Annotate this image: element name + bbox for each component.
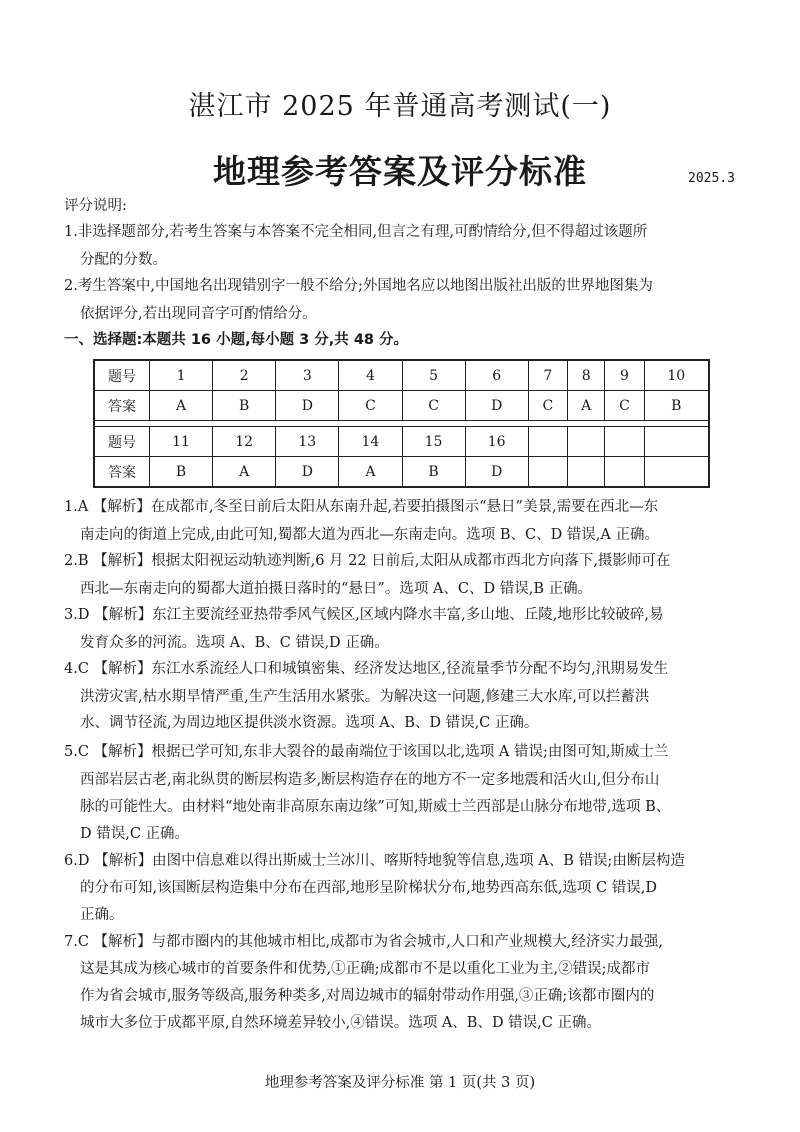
explanation-7-line-2: 这是其成为核心城市的首要条件和优势,①正确;成都市不是以重化工业为主,②错误;成都市 xyxy=(80,961,650,977)
table-cell: A xyxy=(568,391,605,421)
explanation-6-line-1: 6.D 【解析】由图中信息难以得出斯威士兰冰川、喀斯特地貌等信息,选项 A、B 错误;由断层构造 xyxy=(64,853,685,869)
explanation-1-line-1: 1.A 【解析】在成都市,冬至日前后太阳从东南升起,若要拍摄图示“悬日”美景,需要在西北—东 xyxy=(64,499,659,515)
scoring-rule-2-line-2: 依据评分,若出现同音字可酌情给分。 xyxy=(80,306,317,322)
explanation-5-line-3: 脉的可能性大。由材料“地处南非高原东南边缘”可知,斯威士兰西部是山脉分布地带,选项 B、 xyxy=(80,799,671,815)
table-cell: 11 xyxy=(150,427,213,457)
table-cell: B xyxy=(150,457,213,488)
table-row-answers-2 xyxy=(94,457,709,488)
scoring-rule-2-line-1: 2.考生答案中,中国地名出现错别字一般不给分;外国地名应以地图出版社出版的世界地图集为 xyxy=(64,278,653,294)
table-cell xyxy=(644,457,709,488)
table-cell: 14 xyxy=(339,427,402,457)
page-footer: 地理参考答案及评分标准 第 1 页(共 3 页) xyxy=(264,1075,536,1091)
table-cell: 12 xyxy=(213,427,276,457)
table-cell: C xyxy=(339,391,402,421)
explanation-3-line-2: 发育众多的河流。选项 A、B、C 错误,D 正确。 xyxy=(80,635,389,651)
table-cell: 13 xyxy=(276,427,339,457)
table-cell: 8 xyxy=(568,360,605,391)
scoring-rule-1-line-1: 1.非选择题部分,若考生答案与本答案不完全相同,但言之有理,可酌情给分,但不得超过该题所 xyxy=(64,224,648,240)
table-cell: 6 xyxy=(465,360,528,391)
table-cell xyxy=(644,427,709,457)
table-cell: 15 xyxy=(402,427,465,457)
explanation-7-line-4: 城市大多位于成都平原,自然环境差异较小,④错误。选项 A、B、D 错误,C 正确。 xyxy=(80,1015,601,1031)
table-cell xyxy=(528,427,567,457)
explanation-7-line-1: 7.C 【解析】与都市圈内的其他城市相比,成都市为省会城市,人口和产业规模大,经济实力最强, xyxy=(64,934,663,950)
table-cell: 9 xyxy=(605,360,644,391)
explanation-7-line-3: 作为省会城市,服务等级高,服务种类多,对周边城市的辐射带动作用强,③正确;该都市圈内的 xyxy=(80,988,655,1004)
scoring-rule-1-line-2: 分配的分数。 xyxy=(80,252,167,268)
explanation-5-line-4: D 错误,C 正确。 xyxy=(80,826,190,842)
table-cell: 5 xyxy=(402,360,465,391)
table-cell: A xyxy=(213,457,276,488)
table-row-numbers-2 xyxy=(94,427,709,457)
exam-title: 湛江市 2025 年普通高考测试(一) xyxy=(188,91,612,122)
table-cell: D xyxy=(465,457,528,488)
table-cell xyxy=(605,457,644,488)
explanation-4-line-1: 4.C 【解析】东江水系流经人口和城镇密集、经济发达地区,径流量季节分配不均匀,汛期易发生 xyxy=(64,661,669,677)
table-cell xyxy=(605,427,644,457)
table-cell xyxy=(568,427,605,457)
table-header-question: 题号 xyxy=(94,427,150,457)
table-cell: B xyxy=(213,391,276,421)
table-cell: 10 xyxy=(644,360,709,391)
explanation-2-line-1: 2.B 【解析】根据太阳视运动轨迹判断,6 月 22 日前后,太阳从成都市西北方向落下,摄影师可在 xyxy=(64,553,671,569)
table-cell: 4 xyxy=(339,360,402,391)
table-cell: 16 xyxy=(465,427,528,457)
table-cell: D xyxy=(465,391,528,421)
table-cell xyxy=(568,457,605,488)
table-header-question: 题号 xyxy=(94,360,150,391)
explanation-4-line-3: 水、调节径流,为周边地区提供淡水资源。选项 A、B、D 错误,C 正确。 xyxy=(80,715,539,731)
table-cell: B xyxy=(402,457,465,488)
table-cell: C xyxy=(402,391,465,421)
table-cell: A xyxy=(339,457,402,488)
section-1-heading: 一、选择题:本题共 16 小题,每小题 3 分,共 48 分。 xyxy=(64,332,409,348)
table-cell: A xyxy=(150,391,213,421)
table-cell: C xyxy=(605,391,644,421)
table-cell xyxy=(528,457,567,488)
explanation-6-line-2: 的分布可知,该国断层构造集中分布在西部,地形呈阶梯状分布,地势西高东低,选项 C 错误,D xyxy=(80,880,657,896)
explanation-5-line-1: 5.C 【解析】根据已学可知,东非大裂谷的最南端位于该国以北,选项 A 错误;由图可知,斯威士兰 xyxy=(64,744,669,760)
table-cell: C xyxy=(528,391,567,421)
table-cell: B xyxy=(644,391,709,421)
explanation-6-line-3: 正确。 xyxy=(80,907,124,923)
explanation-4-line-2: 洪涝灾害,枯水期旱情严重,生产生活用水紧张。为解决这一问题,修建三大水库,可以拦蓄洪 xyxy=(80,689,650,705)
table-cell: 7 xyxy=(528,360,567,391)
table-cell: 1 xyxy=(150,360,213,391)
table-cell: 2 xyxy=(213,360,276,391)
document-title: 地理参考答案及评分标准 xyxy=(213,152,587,191)
table-row-answers-1 xyxy=(94,391,709,421)
table-header-answer: 答案 xyxy=(94,391,150,421)
document-date: 2025.3 xyxy=(688,171,735,186)
explanation-1-line-2: 南走向的街道上完成,由此可知,蜀都大道为西北—东南走向。选项 B、C、D 错误,A 正确。 xyxy=(80,527,659,543)
table-row-numbers-1 xyxy=(94,360,709,391)
answer-table xyxy=(93,359,710,488)
explanation-3-line-1: 3.D 【解析】东江主要流经亚热带季风气候区,区域内降水丰富,多山地、丘陵,地形比较破碎,易 xyxy=(64,607,664,623)
table-cell: D xyxy=(276,457,339,488)
table-cell: 3 xyxy=(276,360,339,391)
scoring-heading: 评分说明: xyxy=(64,198,127,214)
explanation-5-line-2: 西部岩层古老,南北纵贯的断层构造多,断层构造存在的地方不一定多地震和活火山,但分布山 xyxy=(80,772,660,788)
explanation-2-line-2: 西北—东南走向的蜀都大道拍摄日落时的“悬日”。选项 A、C、D 错误,B 正确。 xyxy=(80,581,593,597)
table-header-answer: 答案 xyxy=(94,457,150,488)
table-cell: D xyxy=(276,391,339,421)
